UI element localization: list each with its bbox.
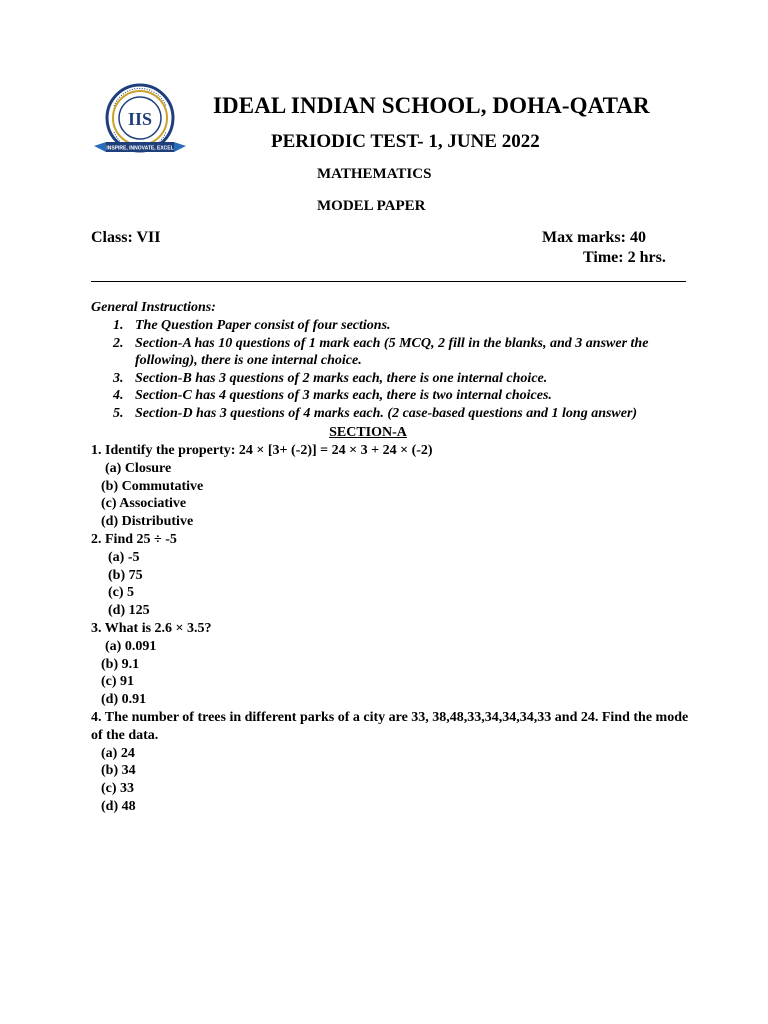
instruction-text: The Question Paper consist of four sections.	[135, 318, 391, 333]
subject-title: MATHEMATICS	[317, 166, 432, 182]
option: (d) 0.91	[101, 692, 147, 708]
paper-type: MODEL PAPER	[317, 198, 426, 214]
instruction-number: 4.	[113, 388, 124, 403]
option: (c) 91	[101, 674, 135, 690]
instruction-number: 3.	[113, 370, 124, 386]
question-text: 1. Identify the property: 24 × [3+ (-2)] = 24 × 3 + 24 × (-2)	[91, 443, 433, 458]
test-title: PERIODIC TEST- 1, JUNE 2022	[271, 131, 540, 152]
option: (b) 34	[101, 763, 136, 779]
option: (a) Closure	[105, 460, 172, 476]
instruction-text: Section-C has 4 questions of 3 marks each, there is two internal choices.	[135, 388, 552, 403]
instruction-item	[91, 335, 691, 370]
option: (c) 33	[101, 781, 135, 797]
instruction-item	[91, 370, 691, 388]
instruction-number: 2.	[113, 335, 124, 351]
instruction-text: Section-D has 3 questions of 4 marks each. (2 case-based questions and 1 long answer)	[135, 405, 638, 421]
instruction-number: 5.	[113, 405, 124, 421]
instructions-list	[91, 317, 691, 422]
instruction-item	[91, 405, 691, 423]
option: (a) 0.091	[105, 638, 157, 654]
instruction-text: Section-A has 10 questions of 1 mark each (5 MCQ, 2 fill in the blanks, and 3 answer the following), there is one internal choice.	[135, 335, 649, 368]
logo-initials: IIS	[127, 109, 153, 129]
option: (d) 48	[101, 798, 136, 814]
school-name: IDEAL INDIAN SCHOOL, DOHA-QATAR	[213, 93, 650, 118]
question-text: 2. Find 25 ÷ -5	[91, 531, 177, 547]
max-marks: Max marks: 40	[542, 229, 646, 246]
option: (d) Distributive	[101, 514, 194, 530]
instruction-number: 1.	[113, 318, 124, 333]
instruction-text: Section-B has 3 questions of 2 marks each, there is one internal choice.	[135, 370, 548, 386]
header-divider	[91, 281, 686, 282]
instruction-item	[91, 317, 691, 335]
class-label: Class: VII	[91, 229, 161, 246]
section-a-questions	[91, 442, 691, 816]
option: (c) Associative	[101, 496, 187, 512]
instructions-heading: General Instructions:	[91, 300, 216, 315]
question-text: 3. What is 2.6 × 3.5?	[91, 620, 212, 636]
question-text: 4. The number of trees in different parks of a city are 33, 38,48,33,34,34,34,33 and 24. Find the mode of the data.	[91, 709, 689, 743]
time-allowed: Time: 2 hrs.	[583, 249, 666, 266]
school-logo	[92, 80, 188, 166]
option: (a) -5	[108, 549, 140, 565]
option: (c) 5	[108, 585, 135, 601]
option: (b) 75	[108, 567, 143, 583]
option: (a) 24	[101, 745, 135, 761]
option: (d) 125	[108, 603, 150, 619]
logo-banner: INSPIRE, INNOVATE, EXCEL	[106, 145, 174, 152]
section-a-title-text: SECTION-A	[329, 425, 407, 440]
instruction-item	[91, 387, 691, 405]
section-a-title	[0, 425, 768, 441]
option: (b) Commutative	[101, 478, 204, 494]
option: (b) 9.1	[101, 656, 140, 672]
